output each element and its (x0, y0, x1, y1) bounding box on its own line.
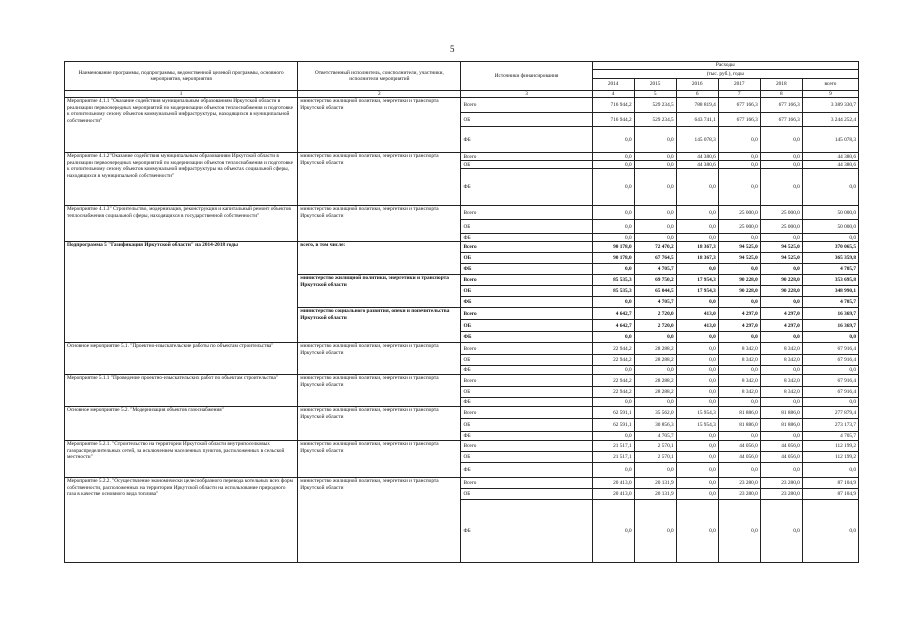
executor-cell: министерство социального развития, опеки и попечительства Иркутской области (298, 308, 461, 343)
amount-cell: 0,0 (760, 332, 802, 343)
amount-cell: 44 380,6 (802, 153, 858, 161)
funding-source-cell: Всего (461, 375, 592, 387)
amount-cell: 21 517,1 (592, 441, 634, 452)
amount-cell: 81 886,0 (760, 419, 802, 432)
header-units: (тыс. руб.), годы (592, 70, 858, 79)
amount-cell: 0,0 (718, 161, 760, 169)
amount-cell: 145 078,3 (676, 127, 718, 153)
amount-cell: 0,0 (718, 127, 760, 153)
amount-cell: 22 944,2 (592, 375, 634, 387)
amount-cell: 0,0 (760, 297, 802, 308)
amount-cell: 0,0 (676, 332, 718, 343)
amount-cell: 44 380,6 (676, 161, 718, 169)
amount-cell: 529 234,5 (634, 98, 676, 113)
header-year: 2018 (760, 79, 802, 91)
amount-cell: 145 078,3 (802, 127, 858, 153)
amount-cell: 4 705,7 (802, 264, 858, 275)
amount-cell: 716 944,2 (592, 98, 634, 113)
amount-cell: 4 642,7 (592, 320, 634, 332)
amount-cell: 413,0 (676, 320, 718, 332)
amount-cell: 4 705,7 (634, 264, 676, 275)
amount-cell: 17 954,3 (676, 275, 718, 286)
amount-cell: 2 570,1 (634, 452, 676, 463)
amount-cell: 0,0 (592, 127, 634, 153)
amount-cell: 0,0 (676, 343, 718, 355)
executor-cell: всего, в том числе: (298, 242, 461, 275)
amount-cell: 8 342,0 (718, 355, 760, 366)
amount-cell: 273 173,7 (802, 419, 858, 432)
table-row (65, 98, 859, 113)
amount-cell: 8 342,0 (760, 387, 802, 398)
amount-cell: 370 065,5 (802, 242, 858, 253)
table-row (65, 441, 859, 452)
amount-cell: 0,0 (718, 153, 760, 161)
amount-cell: 0,0 (634, 398, 676, 407)
amount-cell: 0,0 (760, 366, 802, 375)
funding-source-cell: ОБ (461, 286, 592, 297)
funding-source-cell: Всего (461, 407, 592, 419)
amount-cell: 67 916,4 (802, 355, 858, 366)
amount-cell: 87 104,9 (802, 478, 858, 489)
amount-cell: 23 280,0 (718, 478, 760, 489)
funding-source-cell: ОБ (461, 113, 592, 127)
amount-cell: 0,0 (676, 264, 718, 275)
amount-cell: 0,0 (676, 169, 718, 206)
amount-cell: 0,0 (592, 206, 634, 220)
amount-cell: 62 591,1 (592, 407, 634, 419)
amount-cell: 0,0 (718, 366, 760, 375)
activity-name-cell: Мероприятие 4.1.2"Оказание содействия муниципальным образованиям Иркутской области в реализации первоочередных мероприятий по модернизации объектов теплоснабжения и подготовке к отопительному сезону объектов коммунальной инфраструктуры на объектах социальной сферы, находящихся в муниципальной собственности" (65, 153, 298, 206)
table-row (65, 206, 859, 220)
header-year: 2017 (718, 79, 760, 91)
amount-cell: 0,0 (760, 161, 802, 169)
amount-cell: 0,0 (592, 463, 634, 478)
funding-source-cell: ФБ (461, 297, 592, 308)
amount-cell: 85 535,3 (592, 286, 634, 297)
amount-cell: 716 944,2 (592, 113, 634, 127)
amount-cell: 0,0 (802, 234, 858, 242)
amount-cell: 4 297,0 (718, 320, 760, 332)
column-index: 9 (802, 91, 858, 98)
amount-cell: 15 954,3 (676, 419, 718, 432)
amount-cell: 0,0 (760, 432, 802, 441)
amount-cell: 112 199,2 (802, 452, 858, 463)
funding-source-cell: Всего (461, 153, 592, 161)
amount-cell: 8 342,0 (760, 343, 802, 355)
funding-source-cell: Всего (461, 275, 592, 286)
amount-cell: 0,0 (676, 387, 718, 398)
amount-cell: 21 517,1 (592, 452, 634, 463)
amount-cell: 16 369,7 (802, 320, 858, 332)
amount-cell: 20 413,0 (592, 489, 634, 500)
amount-cell: 0,0 (676, 366, 718, 375)
activity-name-cell: Мероприятие 4.1.3" Строительство, модернизация, реконструкция и капитальный ремонт объектов теплоснабжения социальной сферы, находящихся в государственной собственности" (65, 206, 298, 242)
header-name: Наименование программы, подпрограммы, ведомственной целевой программы, основного мероприятия, мероприятия (65, 62, 298, 91)
activity-name-cell: Мероприятие 5.2.2. "Осуществление экономически целесообразного перевода котельных всех форм собственности, расположенных на территории Иркутской области на использование природного газа в качестве основного вида топлива" (65, 478, 298, 563)
amount-cell: 0,0 (802, 463, 858, 478)
amount-cell: 0,0 (634, 206, 676, 220)
amount-cell: 28 288,2 (634, 387, 676, 398)
amount-cell: 0,0 (676, 500, 718, 563)
amount-cell: 0,0 (718, 169, 760, 206)
amount-cell: 0,0 (634, 220, 676, 234)
funding-source-cell: ФБ (461, 398, 592, 407)
amount-cell: 22 944,2 (592, 387, 634, 398)
header-year: 2015 (634, 79, 676, 91)
amount-cell: 0,0 (634, 366, 676, 375)
amount-cell: 0,0 (760, 234, 802, 242)
amount-cell: 90 178,0 (592, 242, 634, 253)
amount-cell: 25 000,0 (718, 206, 760, 220)
header-year: всего (802, 79, 858, 91)
amount-cell: 0,0 (634, 234, 676, 242)
amount-cell: 0,0 (760, 127, 802, 153)
activity-name-cell: Основное мероприятие 5.1. "Проектно-изыскательские работы по объектам строительства" (65, 343, 298, 375)
amount-cell: 0,0 (676, 489, 718, 500)
amount-cell: 4 705,7 (802, 432, 858, 441)
amount-cell: 44 380,6 (802, 161, 858, 169)
funding-source-cell: ФБ (461, 432, 592, 441)
activity-name-cell: Подпрограмма 5 "Газификация Иркутской области" на 2014-2018 годы (65, 242, 298, 343)
amount-cell: 0,0 (634, 169, 676, 206)
amount-cell: 677 166,3 (760, 98, 802, 113)
amount-cell: 0,0 (676, 206, 718, 220)
amount-cell: 8 342,0 (760, 375, 802, 387)
amount-cell: 81 886,0 (718, 407, 760, 419)
activity-name-cell: Мероприятие 5.1.1 "Проведение проектно-изыскательских работ по объектам строительства" (65, 375, 298, 407)
amount-cell: 62 591,1 (592, 419, 634, 432)
column-index: 7 (718, 91, 760, 98)
funding-source-cell: ОБ (461, 220, 592, 234)
column-index: 8 (760, 91, 802, 98)
amount-cell: 0,0 (676, 398, 718, 407)
amount-cell: 35 562,0 (634, 407, 676, 419)
amount-cell: 90 228,0 (760, 286, 802, 297)
amount-cell: 18 367,3 (676, 242, 718, 253)
table-row (65, 407, 859, 419)
funding-source-cell: ФБ (461, 366, 592, 375)
amount-cell: 28 288,2 (634, 343, 676, 355)
amount-cell: 8 342,0 (718, 387, 760, 398)
funding-source-cell: ФБ (461, 127, 592, 153)
amount-cell: 0,0 (760, 500, 802, 563)
amount-cell: 69 750,2 (634, 275, 676, 286)
amount-cell: 0,0 (592, 500, 634, 563)
amount-cell: 2 570,1 (634, 441, 676, 452)
amount-cell: 0,0 (592, 366, 634, 375)
amount-cell: 2 720,0 (634, 308, 676, 320)
amount-cell: 22 944,2 (592, 355, 634, 366)
amount-cell: 18 367,3 (676, 253, 718, 264)
budget-table (64, 61, 859, 563)
amount-cell: 0,0 (634, 463, 676, 478)
funding-source-cell: ФБ (461, 500, 592, 563)
amount-cell: 0,0 (676, 234, 718, 242)
amount-cell: 15 954,3 (676, 407, 718, 419)
amount-cell: 0,0 (634, 161, 676, 169)
table-row (65, 242, 859, 253)
activity-name-cell: Основное мероприятие 5.2. "Модернизация объектов газоснабжения" (65, 407, 298, 441)
amount-cell: 90 228,0 (760, 275, 802, 286)
funding-source-cell: ОБ (461, 253, 592, 264)
amount-cell: 23 280,0 (760, 489, 802, 500)
amount-cell: 30 856,3 (634, 419, 676, 432)
executor-cell: министерство жилищной политики, энергетики и транспорта Иркутской области (298, 206, 461, 242)
funding-source-cell: Всего (461, 343, 592, 355)
executor-cell: министерство жилищной политики, энергетики и транспорта Иркутской области (298, 478, 461, 563)
amount-cell: 0,0 (802, 366, 858, 375)
amount-cell: 85 535,3 (592, 275, 634, 286)
amount-cell: 28 288,2 (634, 355, 676, 366)
funding-source-cell: ОБ (461, 452, 592, 463)
amount-cell: 17 954,3 (676, 286, 718, 297)
funding-source-cell: ОБ (461, 161, 592, 169)
amount-cell: 50 000,0 (802, 220, 858, 234)
amount-cell: 81 886,0 (718, 419, 760, 432)
executor-cell: министерство жилищной политики, энергетики и транспорта Иркутской области (298, 153, 461, 206)
amount-cell: 0,0 (592, 161, 634, 169)
amount-cell: 65 044,5 (634, 286, 676, 297)
amount-cell: 0,0 (634, 332, 676, 343)
amount-cell: 67 916,4 (802, 387, 858, 398)
amount-cell: 0,0 (718, 432, 760, 441)
funding-source-cell: ОБ (461, 419, 592, 432)
header-source: Источники финансирования (461, 62, 592, 91)
amount-cell: 23 280,0 (718, 489, 760, 500)
amount-cell: 0,0 (592, 297, 634, 308)
amount-cell: 25 000,0 (718, 220, 760, 234)
amount-cell: 0,0 (676, 220, 718, 234)
amount-cell: 4 705,7 (634, 297, 676, 308)
amount-cell: 81 886,0 (760, 407, 802, 419)
amount-cell: 643 741,1 (676, 113, 718, 127)
amount-cell: 20 131,9 (634, 489, 676, 500)
funding-source-cell: Всего (461, 308, 592, 320)
amount-cell: 353 695,8 (802, 275, 858, 286)
amount-cell: 277 879,4 (802, 407, 858, 419)
amount-cell: 365 359,8 (802, 253, 858, 264)
column-index: 1 (65, 91, 298, 98)
amount-cell: 8 342,0 (718, 375, 760, 387)
amount-cell: 94 525,0 (718, 253, 760, 264)
amount-cell: 44 380,6 (676, 153, 718, 161)
amount-cell: 4 297,0 (760, 308, 802, 320)
table-row (65, 343, 859, 355)
table-row (65, 153, 859, 161)
amount-cell: 0,0 (802, 398, 858, 407)
funding-source-cell: Всего (461, 98, 592, 113)
amount-cell: 677 166,3 (718, 113, 760, 127)
amount-cell: 0,0 (718, 463, 760, 478)
amount-cell: 67 916,4 (802, 343, 858, 355)
funding-source-cell: ОБ (461, 355, 592, 366)
funding-source-cell: Всего (461, 242, 592, 253)
amount-cell: 348 990,1 (802, 286, 858, 297)
table-row (65, 478, 859, 489)
amount-cell: 94 525,0 (760, 253, 802, 264)
amount-cell: 4 642,7 (592, 308, 634, 320)
amount-cell: 0,0 (592, 332, 634, 343)
amount-cell: 94 525,0 (718, 242, 760, 253)
amount-cell: 23 280,0 (760, 478, 802, 489)
amount-cell: 0,0 (676, 375, 718, 387)
amount-cell: 0,0 (760, 264, 802, 275)
amount-cell: 28 288,2 (634, 375, 676, 387)
amount-cell: 0,0 (718, 297, 760, 308)
amount-cell: 0,0 (760, 398, 802, 407)
amount-cell: 0,0 (676, 355, 718, 366)
funding-source-cell: Всего (461, 206, 592, 220)
column-index: 6 (676, 91, 718, 98)
header-executor: Ответственный исполнитель, соисполнители, участники, исполнители мероприятий (298, 62, 461, 91)
amount-cell: 0,0 (760, 463, 802, 478)
amount-cell: 90 228,0 (718, 286, 760, 297)
executor-cell: министерство жилищной политики, энергетики и транспорта Иркутской области (298, 343, 461, 375)
header-year: 2014 (592, 79, 634, 91)
funding-source-cell: ОБ (461, 320, 592, 332)
amount-cell: 25 000,0 (760, 220, 802, 234)
amount-cell: 44 056,0 (718, 441, 760, 452)
amount-cell: 44 056,0 (718, 452, 760, 463)
amount-cell: 0,0 (718, 398, 760, 407)
amount-cell: 112 199,2 (802, 441, 858, 452)
column-index: 2 (298, 91, 461, 98)
amount-cell: 0,0 (760, 169, 802, 206)
amount-cell: 0,0 (592, 153, 634, 161)
amount-cell: 0,0 (760, 153, 802, 161)
column-index: 5 (634, 91, 676, 98)
amount-cell: 3 244 252,4 (802, 113, 858, 127)
amount-cell: 4 297,0 (760, 320, 802, 332)
amount-cell: 0,0 (718, 332, 760, 343)
amount-cell: 20 413,0 (592, 478, 634, 489)
activity-name-cell: Мероприятие 5.2.1. "Строительство на территории Иркутской области внутрипоселковых газораспределительных сетей, за исключением населенных пунктов, расположенных в сельской местности" (65, 441, 298, 478)
funding-source-cell: Всего (461, 441, 592, 452)
funding-source-cell: ФБ (461, 332, 592, 343)
amount-cell: 0,0 (592, 169, 634, 206)
amount-cell: 677 166,3 (718, 98, 760, 113)
activity-name-cell: Мероприятие 4.1.1 "Оказание содействия муниципальным образованиям Иркутской области в реализации первоочередных мероприятий по модернизации объектов теплоснабжения и подготовке к отопительному сезону объектов коммунальной инфраструктуры, находящихся в муниципальной собственности" (65, 98, 298, 153)
amount-cell: 67 916,4 (802, 375, 858, 387)
page-number: 5 (450, 44, 455, 54)
amount-cell: 50 000,0 (802, 206, 858, 220)
amount-cell: 0,0 (634, 500, 676, 563)
amount-cell: 67 764,5 (634, 253, 676, 264)
column-index: 3 (461, 91, 592, 98)
amount-cell: 0,0 (592, 398, 634, 407)
funding-source-cell: ФБ (461, 463, 592, 478)
header-expenses: Расходы (592, 62, 858, 70)
amount-cell: 529 234,5 (634, 113, 676, 127)
amount-cell: 90 178,0 (592, 253, 634, 264)
amount-cell: 4 705,7 (634, 432, 676, 441)
amount-cell: 788 819,4 (676, 98, 718, 113)
amount-cell: 0,0 (592, 432, 634, 441)
amount-cell: 22 944,2 (592, 343, 634, 355)
funding-source-cell: ОБ (461, 387, 592, 398)
amount-cell: 25 000,0 (760, 206, 802, 220)
amount-cell: 0,0 (676, 478, 718, 489)
executor-cell: министерство жилищной политики, энергетики и транспорта Иркутской области (298, 375, 461, 407)
amount-cell: 0,0 (592, 220, 634, 234)
amount-cell: 0,0 (802, 332, 858, 343)
column-index-row (65, 91, 859, 98)
amount-cell: 0,0 (634, 153, 676, 161)
amount-cell: 0,0 (676, 463, 718, 478)
amount-cell: 0,0 (718, 264, 760, 275)
amount-cell: 8 342,0 (718, 343, 760, 355)
amount-cell: 0,0 (718, 500, 760, 563)
funding-source-cell: ФБ (461, 169, 592, 206)
amount-cell: 3 389 330,7 (802, 98, 858, 113)
executor-cell: министерство жилищной политики, энергетики и транспорта Иркутской области (298, 407, 461, 441)
column-index: 4 (592, 91, 634, 98)
amount-cell: 0,0 (676, 432, 718, 441)
amount-cell: 87 104,9 (802, 489, 858, 500)
amount-cell: 2 720,0 (634, 320, 676, 332)
amount-cell: 0,0 (676, 441, 718, 452)
funding-source-cell: ОБ (461, 489, 592, 500)
amount-cell: 16 369,7 (802, 308, 858, 320)
amount-cell: 0,0 (592, 264, 634, 275)
amount-cell: 20 131,9 (634, 478, 676, 489)
amount-cell: 413,0 (676, 308, 718, 320)
amount-cell: 0,0 (676, 297, 718, 308)
amount-cell: 0,0 (676, 452, 718, 463)
executor-cell: министерство жилищной политики, энергетики и транспорта Иркутской области (298, 275, 461, 308)
header-year: 2016 (676, 79, 718, 91)
amount-cell: 0,0 (634, 127, 676, 153)
funding-source-cell: Всего (461, 478, 592, 489)
amount-cell: 72 470,2 (634, 242, 676, 253)
amount-cell: 44 056,0 (760, 452, 802, 463)
amount-cell: 4 297,0 (718, 308, 760, 320)
amount-cell: 94 525,0 (760, 242, 802, 253)
table-row (65, 375, 859, 387)
amount-cell: 0,0 (802, 169, 858, 206)
amount-cell: 44 056,0 (760, 441, 802, 452)
amount-cell: 677 166,3 (760, 113, 802, 127)
amount-cell: 4 705,7 (802, 297, 858, 308)
funding-source-cell: ФБ (461, 264, 592, 275)
amount-cell: 90 228,0 (718, 275, 760, 286)
amount-cell: 0,0 (718, 234, 760, 242)
executor-cell: министерство жилищной политики, энергетики и транспорта Иркутской области (298, 98, 461, 153)
amount-cell: 0,0 (802, 500, 858, 563)
funding-source-cell: ФБ (461, 234, 592, 242)
executor-cell: министерство жилищной политики, энергетики и транспорта Иркутской области (298, 441, 461, 478)
amount-cell: 0,0 (592, 234, 634, 242)
amount-cell: 8 342,0 (760, 355, 802, 366)
